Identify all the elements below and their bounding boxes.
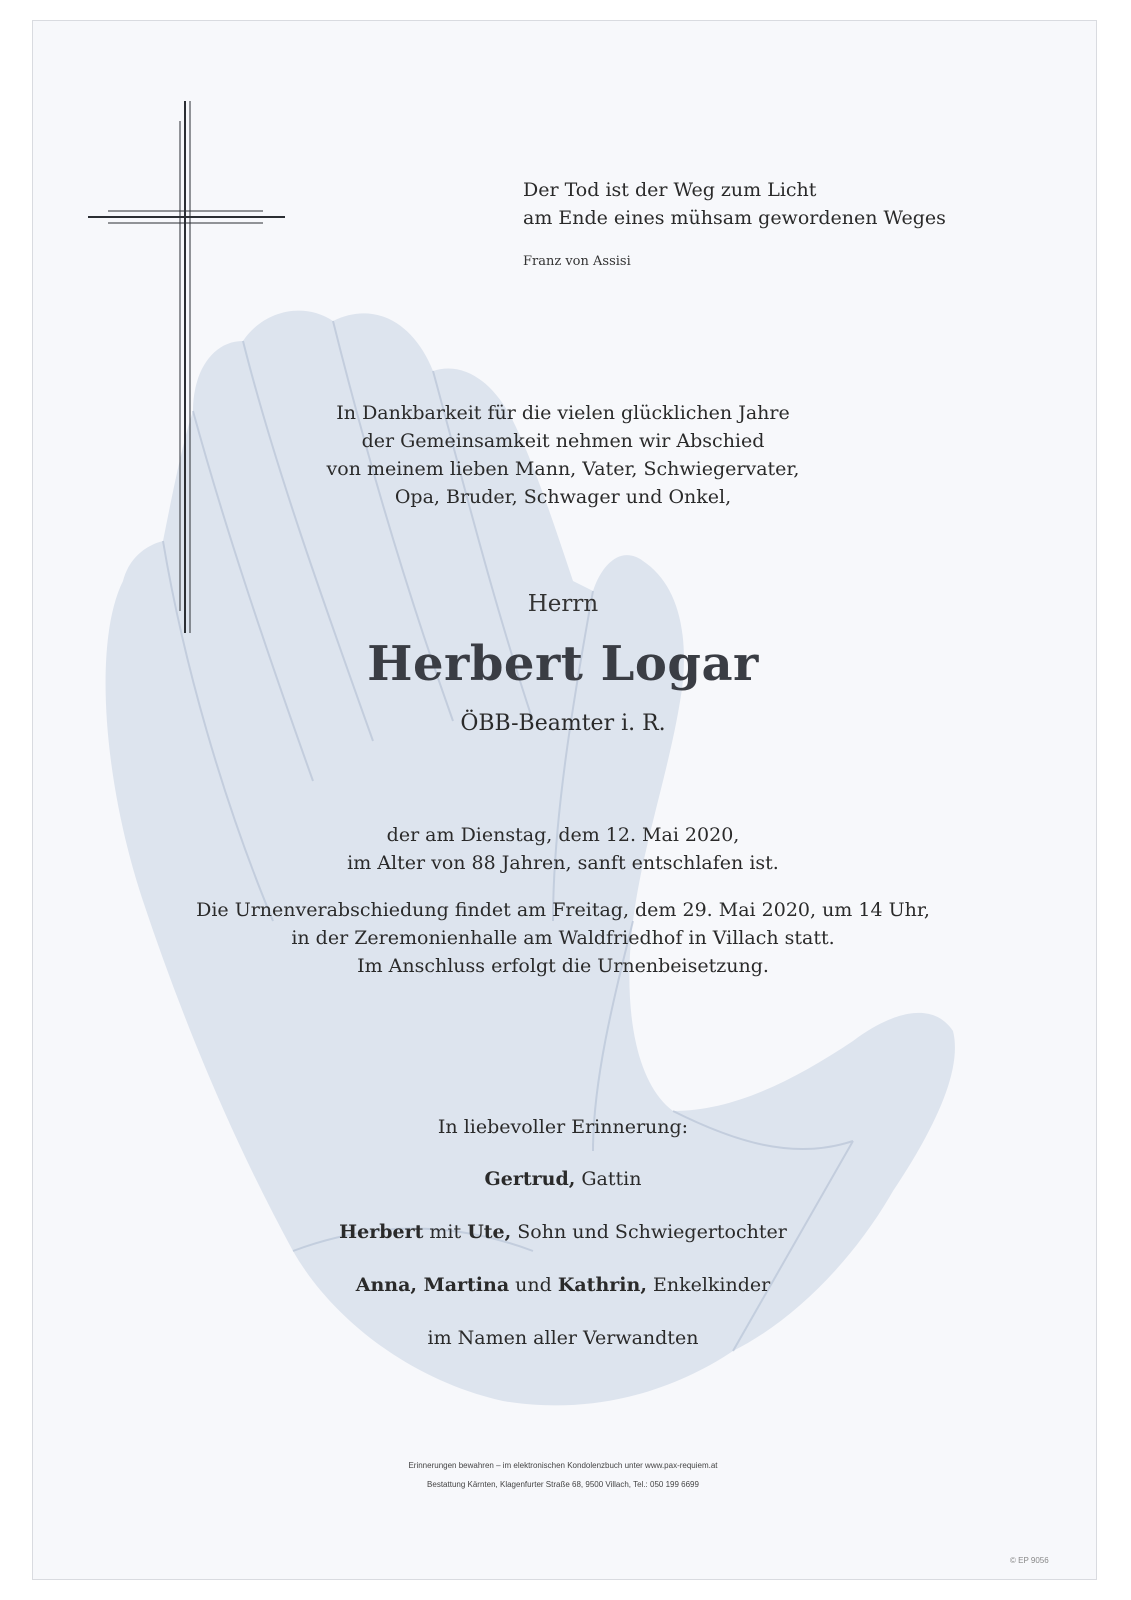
mourner-name: Gertrud, (484, 1168, 576, 1190)
cross-icon (33, 21, 333, 681)
intro-text (213, 399, 913, 511)
deceased-title: ÖBB-Beamter i. R. (460, 711, 666, 736)
mourner-line (163, 1221, 963, 1243)
mourner-name: Herbert (339, 1221, 424, 1243)
death-notice (263, 821, 863, 877)
intro-line: Opa, Bruder, Schwager und Onkel, (394, 486, 732, 508)
salutation: Herrn (527, 591, 599, 617)
mourner-line (163, 1274, 963, 1296)
mourner-relation: und (509, 1274, 558, 1296)
quote-line: Der Tod ist der Weg zum Licht (523, 179, 817, 201)
deceased-name: Herbert Logar (367, 636, 759, 692)
quote-line: am Ende eines mühsam gewordenen Weges (523, 207, 946, 229)
print-code: © EP 9056 (1010, 1556, 1049, 1565)
funeral-notice (133, 896, 993, 980)
death-line: der am Dienstag, dem 12. Mai 2020, (386, 824, 740, 846)
mourner-name: Kathrin, (557, 1274, 647, 1296)
obituary-sheet (32, 20, 1097, 1580)
mourner-line (163, 1327, 963, 1349)
intro-line: der Gemeinsamkeit nehmen wir Abschied (361, 430, 765, 452)
mourner-relation: mit (423, 1221, 468, 1243)
intro-line: von meinem lieben Mann, Vater, Schwiegervater, (326, 458, 800, 480)
intro-line: In Dankbarkeit für die vielen glücklichen Jahre (336, 402, 790, 424)
mourner-relation: Sohn und Schwiegertochter (511, 1221, 787, 1243)
footer-condolence: Erinnerungen bewahren – im elektronischen Kondolenzbuch unter www.pax-requiem.at (408, 1461, 718, 1470)
memory-heading: In liebevoller Erinnerung: (437, 1116, 689, 1138)
death-line: im Alter von 88 Jahren, sanft entschlafen ist. (347, 852, 779, 874)
mourner-relation: Enkelkinder (646, 1274, 771, 1296)
mourner-relation: im Namen aller Verwandten (427, 1327, 699, 1349)
mourner-name: Anna, Martina (355, 1274, 510, 1296)
mourner-name: Ute, (467, 1221, 512, 1243)
mourner-relation: Gattin (575, 1168, 642, 1190)
footer-address: Bestattung Kärnten, Klagenfurter Straße 68, 9500 Villach, Tel.: 050 199 6699 (427, 1480, 699, 1489)
funeral-line: Die Urnenverabschiedung findet am Freitag, dem 29. Mai 2020, um 14 Uhr, (196, 899, 930, 921)
funeral-line: Im Anschluss erfolgt die Urnenbeisetzung. (357, 955, 769, 977)
mourner-line (163, 1168, 963, 1190)
quote-author: Franz von Assisi (523, 254, 631, 269)
funeral-line: in der Zeremonienhalle am Waldfriedhof in Villach statt. (291, 927, 835, 949)
quote-text (523, 176, 1043, 232)
